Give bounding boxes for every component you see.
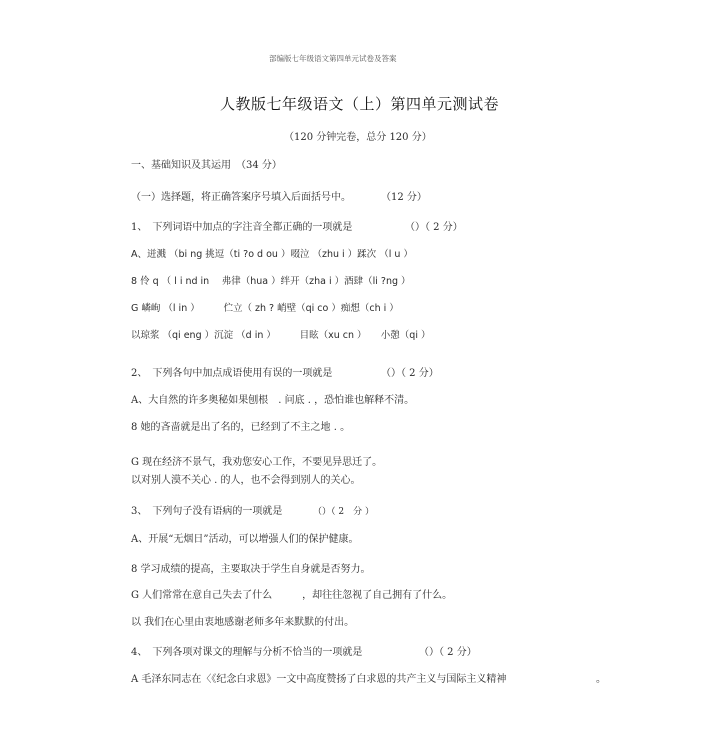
question-1-stem: 1、 下列词语中加点的字注音全都正确的一项就是 [131,222,353,233]
question-4-stem: 4、 下列各项对课文的理解与分析不恰当的一项就是 [131,647,363,658]
question-1-option-b: 8 伶 q （ l i nd in 弗律（hua ）绊开（zha i ）酒肆（li ?ng ） [131,276,411,287]
page-header: 部编版七年级语文第四单元试卷及答案 [269,54,397,63]
question-2-option-d: 以对别人漠不关心 . 的人，也不会得到别人的关心。 [131,475,361,486]
question-4-trailing-mark: 。 [596,674,606,685]
question-4-score: （）（ 2 分） [419,647,477,658]
question-1-option-d: 以琼浆 （qi eng ）沉淀 （d in ） 目眩（xu cn ） 小憩（qi ） [131,330,431,341]
question-3-stem: 3、 下列句子没有语病的一项就是 [131,506,283,517]
page-subtitle: （120 分钟完卷，总分 120 分） [284,132,432,143]
question-3-option-d: 以 我们在心里由衷地感谢老师多年来默默的付出。 [131,617,355,628]
question-3-option-a: A、开展“无烟日”活动，可以增强人们的保护健康。 [131,534,359,545]
page-title: 人教版七年级语文（上）第四单元测试卷 [220,95,500,113]
question-2-option-a: A、大自然的许多奥秘如果刨根 . 问底 . ，恐怕谁也解释不清。 [131,395,415,406]
question-2-option-c: G 现在经济不景气，我劝您安心工作，不要见异思迁了。 [131,457,383,468]
question-2-option-b: 8 她的吝啬就是出了名的，已经到了不主之地 . 。 [131,422,351,433]
question-1-score: （）（ 2 分） [405,222,463,233]
part-heading: （一）选择题，将正确答案序号填入后面括号中。 （12 分） [131,192,427,203]
question-2-score: （）（ 2 分） [381,368,439,379]
question-3-option-b: 8 学习成绩的提高，主要取决于学生自身就是否努力。 [131,564,371,575]
question-4-option-a: A 毛泽东同志在〈《纪念白求恩》一文中高度赞扬了白求恩的共产主义与国际主义精神 [131,674,507,685]
section-heading: 一、基础知识及其运用 （34 分） [131,160,282,171]
question-3-option-c: G 人们常常在意自己失去了什么 ，却往往忽视了自己拥有了什么。 [131,590,453,601]
question-1-option-a: A、迸溅 （bi ng 挑逗（ti ?o d ou ）啜泣 （zhu i ）蹂次 （l u ） [131,249,413,260]
question-2-stem: 2、 下列各句中加点成语使用有误的一项就是 [131,368,333,379]
question-1-option-c: G 嶙峋 （l in ） 伫立（ zh ? 峭壁（qi co ）痴想（ch i ） [131,303,399,314]
question-3-score: （）（ 2 分 ） [313,507,374,517]
